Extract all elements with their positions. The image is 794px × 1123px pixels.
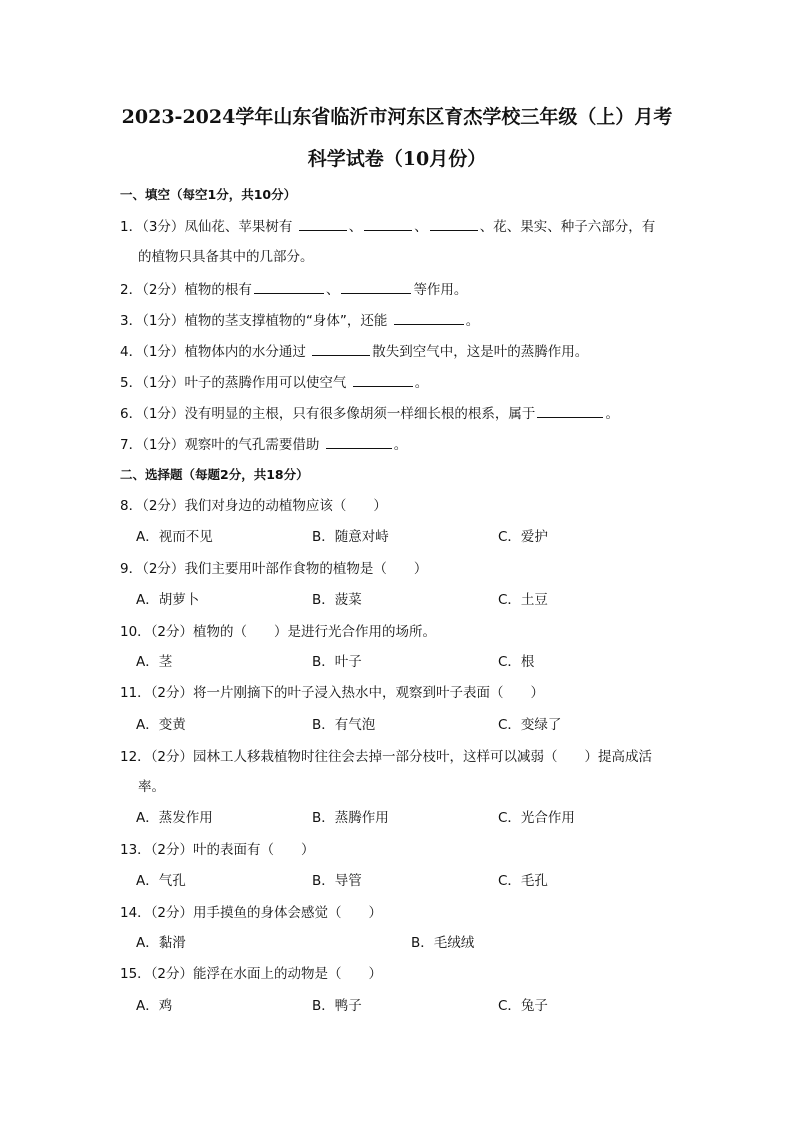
question-number: 7． [120, 437, 143, 453]
question-score: （2分） [142, 282, 185, 298]
question-number: 14． [120, 905, 151, 921]
question-score: （2分） [150, 624, 194, 640]
question-text: 凤仙花、苹果树有 [184, 219, 293, 235]
question-15-options [0, 996, 794, 1016]
question-2 [120, 279, 467, 300]
option-b[interactable]: B．毛绒绒 [411, 935, 475, 951]
question-7 [120, 434, 407, 455]
answer-blank[interactable] [394, 310, 464, 325]
question-score: （1分） [142, 375, 185, 391]
option-a[interactable]: A．胡萝卜 [136, 592, 200, 608]
question-text: 。 [465, 313, 480, 329]
question-text: 叶子的蒸腾作用可以使空气 [184, 375, 347, 391]
exam-title-line1: 2023-2024学年山东省临沂市河东区育杰学校三年级（上）月考 [121, 106, 673, 128]
answer-blank[interactable] [353, 372, 413, 387]
question-score: （2分） [150, 905, 194, 921]
question-10-options [0, 652, 794, 672]
option-a[interactable]: A．黏滑 [136, 935, 186, 951]
question-number: 6． [120, 406, 143, 422]
question-text: 观察叶的气孔需要借助 [184, 437, 320, 453]
separator: 、 [348, 219, 363, 235]
question-1 [120, 216, 655, 237]
question-8 [120, 496, 387, 516]
option-a[interactable]: A．蒸发作用 [136, 810, 213, 826]
question-6 [120, 403, 619, 424]
question-text: 。 [393, 437, 408, 453]
question-score: （2分） [142, 498, 185, 514]
question-number: 9． [120, 561, 143, 577]
question-number: 1． [120, 219, 143, 235]
section-heading-fill-in: 一、填空（每空1分，共10分） [120, 187, 297, 202]
question-number: 13． [120, 842, 151, 858]
question-text: 植物的茎支撑植物的“身体”，还能 [184, 313, 388, 329]
exam-title-line2: 科学试卷（10月份） [307, 148, 487, 170]
question-text: 我们主要用叶部作食物的植物是（ ） [184, 561, 428, 577]
option-b[interactable]: B．蒸腾作用 [312, 810, 389, 826]
option-c[interactable]: C．兔子 [498, 998, 548, 1014]
question-13-options [0, 871, 794, 891]
question-text: 植物的根有 [184, 282, 252, 298]
option-b[interactable]: B．菠菜 [312, 592, 362, 608]
option-b[interactable]: B．叶子 [312, 654, 362, 670]
question-14-options [0, 933, 794, 953]
question-9-options [0, 590, 794, 610]
question-number: 11． [120, 685, 151, 701]
question-12 [120, 747, 652, 767]
question-score: （2分） [150, 966, 194, 982]
question-score: （1分） [142, 313, 185, 329]
option-c[interactable]: C．毛孔 [498, 873, 548, 889]
option-b[interactable]: B．有气泡 [312, 717, 376, 733]
answer-blank[interactable] [341, 279, 411, 294]
question-number: 10． [120, 624, 151, 640]
answer-blank[interactable] [299, 216, 347, 231]
question-score: （2分） [142, 561, 185, 577]
answer-blank[interactable] [326, 434, 392, 449]
option-c[interactable]: C．爱护 [498, 529, 548, 545]
separator: 、 [414, 219, 428, 235]
question-text: 植物体内的水分通过 [184, 344, 306, 360]
question-text: 等作用。 [413, 282, 468, 298]
question-14 [120, 903, 382, 923]
answer-blank[interactable] [254, 279, 324, 294]
question-score: （2分） [150, 842, 194, 858]
option-c[interactable]: C．变绿了 [498, 717, 562, 733]
question-9 [120, 559, 427, 579]
question-3 [120, 310, 479, 331]
question-text: 用手摸鱼的身体会感觉（ ） [193, 905, 383, 921]
question-score: （1分） [142, 344, 185, 360]
option-a[interactable]: A．视而不见 [136, 529, 213, 545]
answer-blank[interactable] [312, 341, 370, 356]
question-text: 、花、果实、种子六部分，有 [479, 219, 656, 235]
question-12-options [0, 808, 794, 828]
question-13 [120, 840, 315, 860]
section-heading-multiple-choice: 二、选择题（每题2分，共18分） [120, 467, 309, 482]
question-5 [120, 372, 428, 393]
option-b[interactable]: B．鸭子 [312, 998, 362, 1014]
question-text: 将一片刚摘下的叶子浸入热水中，观察到叶子表面（ ） [193, 685, 545, 701]
question-text: 散失到空气中，这是叶的蒸腾作用。 [372, 344, 589, 360]
question-number: 2． [120, 282, 143, 298]
question-text: 叶的表面有（ ） [193, 842, 315, 858]
question-score: （2分） [150, 749, 194, 765]
question-text: 能浮在水面上的动物是（ ） [193, 966, 383, 982]
question-number: 3． [120, 313, 143, 329]
option-b[interactable]: B．导管 [312, 873, 362, 889]
option-a[interactable]: A．茎 [136, 654, 173, 670]
question-score: （1分） [142, 437, 185, 453]
question-text: 没有明显的主根，只有很多像胡须一样细长根的根系，属于 [184, 406, 536, 422]
option-c[interactable]: C．根 [498, 654, 535, 670]
option-c[interactable]: C．土豆 [498, 592, 548, 608]
question-text: 植物的（ ）是进行光合作用的场所。 [193, 624, 437, 640]
question-4 [120, 341, 588, 362]
question-score: （2分） [150, 685, 194, 701]
question-number: 8． [120, 498, 143, 514]
answer-blank[interactable] [364, 216, 412, 231]
option-a[interactable]: A．气孔 [136, 873, 186, 889]
answer-blank[interactable] [430, 216, 478, 231]
question-score: （1分） [142, 406, 185, 422]
question-text: 园林工人移栽植物时往往会去掉一部分枝叶，这样可以减弱（ ）提高成活 [193, 749, 653, 765]
question-1-continuation: 的植物只具备其中的几部分。 [138, 249, 314, 265]
option-c[interactable]: C．光合作用 [498, 810, 575, 826]
question-10 [120, 622, 436, 642]
question-text: 。 [414, 375, 429, 391]
question-11 [120, 683, 544, 703]
separator: 、 [325, 282, 340, 298]
question-text: 我们对身边的动植物应该（ ） [184, 498, 387, 514]
option-a[interactable]: A．变黄 [136, 717, 186, 733]
question-15 [120, 964, 382, 984]
question-score: （3分） [142, 219, 185, 235]
question-number: 12． [120, 749, 151, 765]
question-number: 4． [120, 344, 143, 360]
option-b[interactable]: B．随意对峙 [312, 529, 389, 545]
question-8-options [0, 527, 794, 547]
option-a[interactable]: A．鸡 [136, 998, 173, 1014]
question-12-continuation: 率。 [138, 779, 165, 795]
answer-blank[interactable] [537, 403, 603, 418]
question-number: 15． [120, 966, 151, 982]
question-number: 5． [120, 375, 143, 391]
question-11-options [0, 715, 794, 735]
question-text: 。 [605, 406, 619, 422]
